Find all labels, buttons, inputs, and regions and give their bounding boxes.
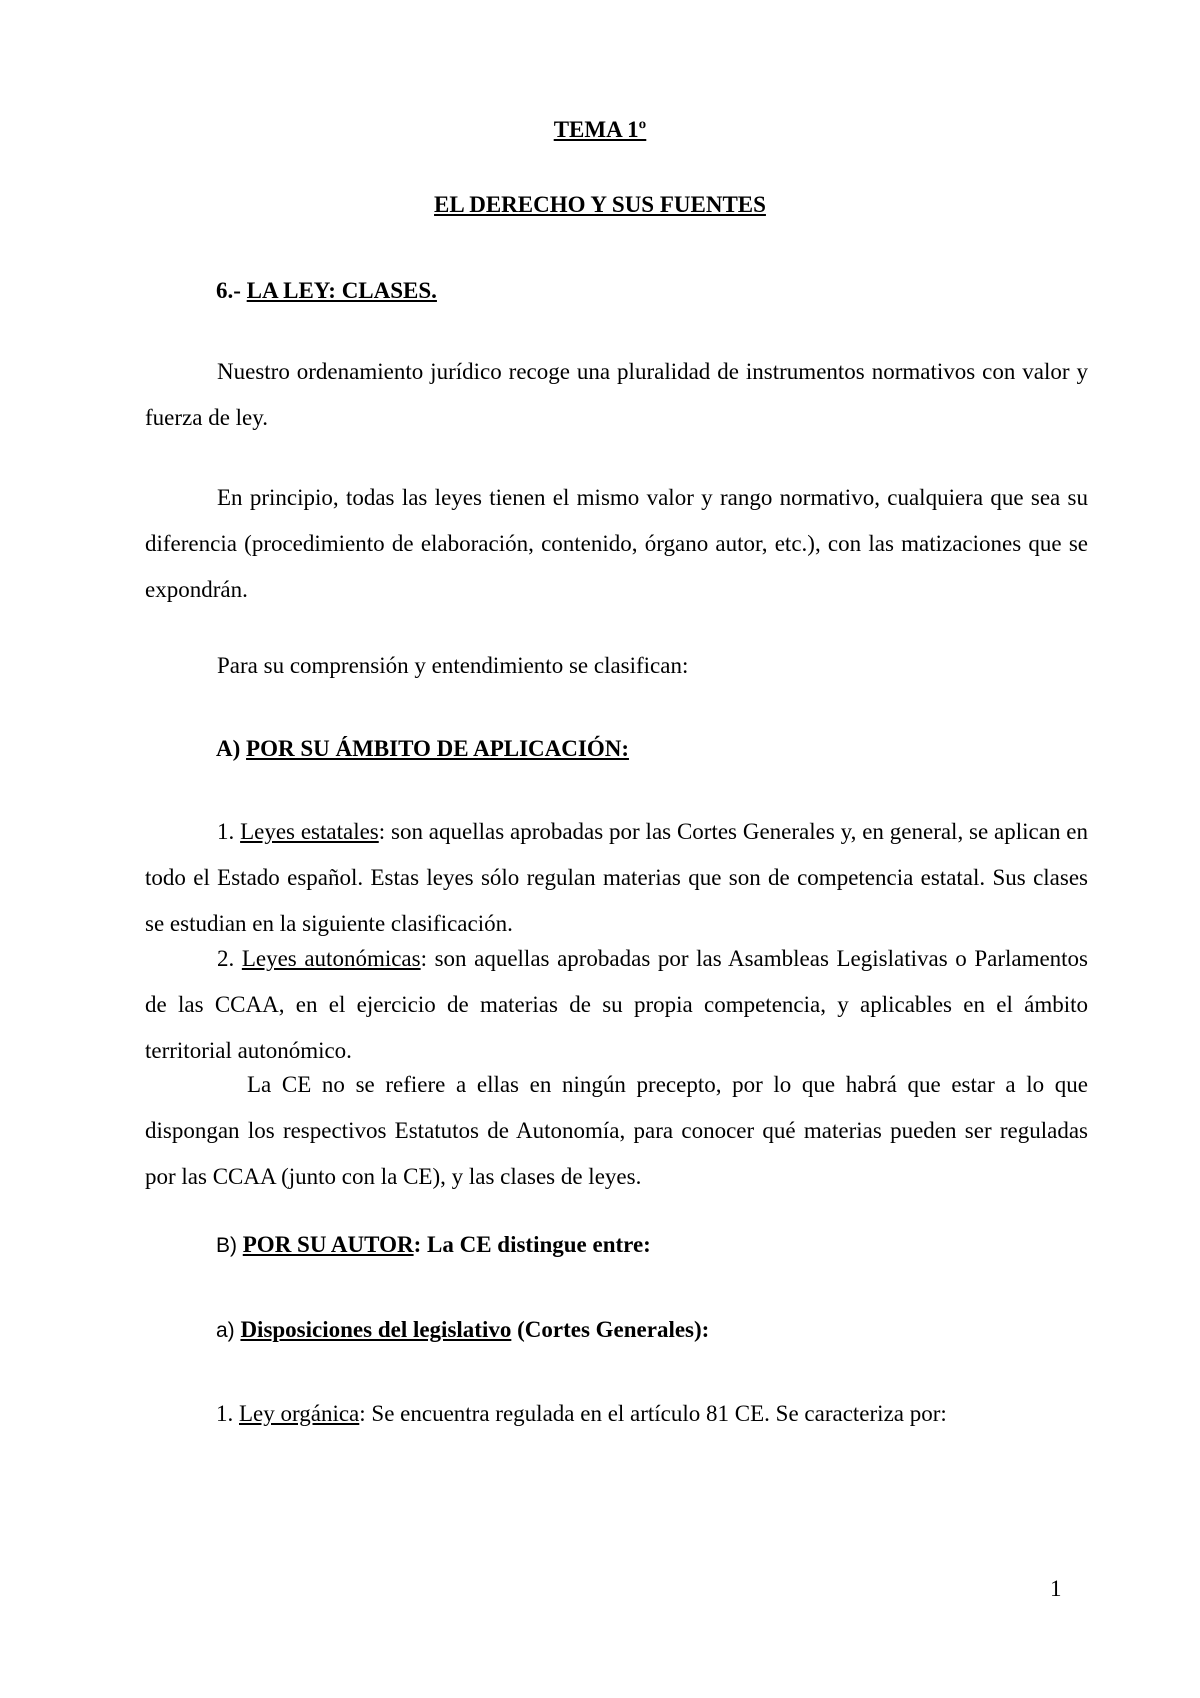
section-number: 6.- [216,278,241,303]
item-text: : son aquellas aprobadas por las Asambleas Legislativas o Parlamentos de las CCAA, en el ejercicio de materias de su propia competencia, y aplicables en el ámbito territorial autonómico. [145,946,1089,1063]
item-number: 1. [216,1401,234,1426]
section-b-rest: : La CE distingue entre: [413,1232,651,1257]
section-b-title: POR SU AUTOR [242,1232,414,1257]
ley-organica-item [216,1398,1116,1430]
subsection-a-rest: (Cortes Generales): [511,1317,710,1342]
item-number: 1. [217,819,235,844]
list-item-leyes-autonomicas [145,936,1088,1074]
item-term: Leyes estatales [240,819,379,844]
item-text: : Se encuentra regulada en el artículo 81 CE. Se caracteriza por: [359,1401,947,1426]
paragraph-note-ce: La CE no se refiere a ellas en ningún precepto, por lo que habrá que estar a lo que dispongan los respectivos Estatutos de Autonomía, para conocer qué materias pueden ser reguladas por las CCAA (junto con la CE), y las clases de leyes. [145,1072,1088,1189]
list-item-leyes-estatales [145,809,1088,947]
tema-heading: TEMA 1º [553,117,647,142]
item-text: : son aquellas aprobadas por las Cortes Generales y, en general, se aplican en todo el Estado español. Estas leyes sólo regulan materias que son de competencia estatal. Sus clases se estudian en la siguiente clasificación. [145,819,1088,936]
subsection-a-title: Disposiciones del legislativo [240,1317,512,1342]
page-number: 1 [1050,1576,1062,1601]
section-a-title: POR SU ÁMBITO DE APLICACIÓN: [246,736,629,761]
paragraph-1: Nuestro ordenamiento jurídico recoge una pluralidad de instrumentos normativos con valor y fuerza de ley. [145,359,1088,430]
section-a-heading [216,733,1116,765]
section-a-letter: A) [216,736,241,761]
document-title: EL DERECHO Y SUS FUENTES [434,192,766,217]
subsection-a-letter: a) [216,1319,235,1342]
section-b-letter: B) [216,1234,237,1257]
item-term: Ley orgánica [239,1401,360,1426]
subsection-a-heading [216,1314,1116,1347]
item-number: 2. [217,946,235,971]
paragraph-2: En principio, todas las leyes tienen el mismo valor y rango normativo, cualquiera que sea su diferencia (procedimiento de elaboración, contenido, órgano autor, etc.), con las matizaciones que se expondrán. [145,485,1088,602]
item-term: Leyes autonómicas [241,946,421,971]
section-title: LA LEY: CLASES. [246,278,437,303]
section-heading [216,275,1116,307]
paragraph-3: Para su comprensión y entendimiento se clasifican: [217,653,689,678]
section-b-heading [216,1229,1116,1262]
